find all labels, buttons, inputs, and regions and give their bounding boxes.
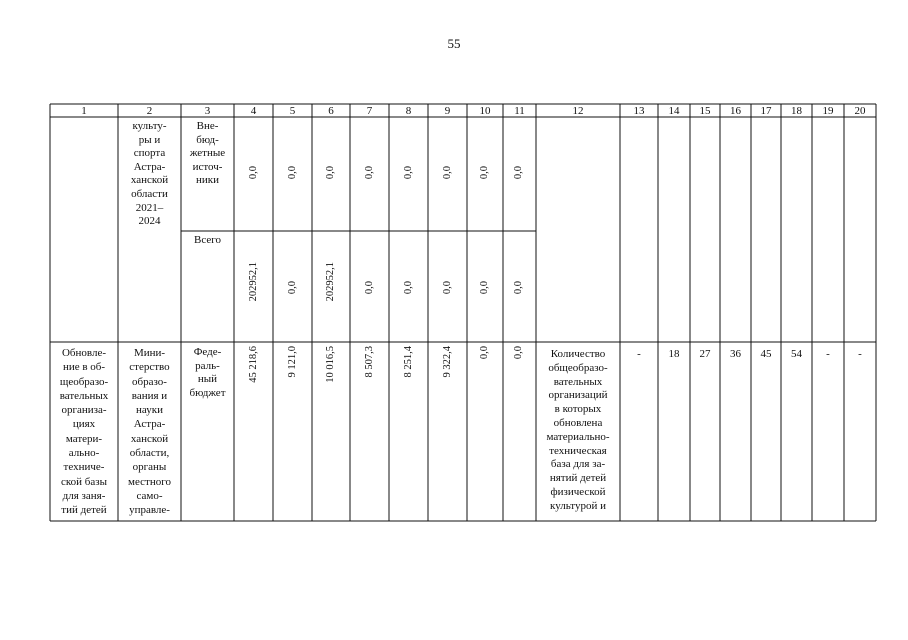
block1-b-col4: 202952,1 <box>248 262 259 302</box>
col-header-7: 7 <box>366 105 373 117</box>
block2-col11: 0,0 <box>513 346 524 360</box>
block1-source-offbudget: Вне- бюд- жетные источ- ники <box>189 120 226 187</box>
block2-target-13: - <box>637 348 641 360</box>
block1-a-col6: 0,0 <box>325 166 336 180</box>
col-header-20: 20 <box>854 105 866 117</box>
block2-col8: 8 251,4 <box>403 346 414 378</box>
block1-b-col9: 0,0 <box>442 281 453 295</box>
col-header-6: 6 <box>328 105 334 117</box>
block2-col4: 45 218,6 <box>248 346 259 383</box>
col-header-14: 14 <box>668 105 680 117</box>
col-header-12: 12 <box>572 105 584 117</box>
block1-a-col5: 0,0 <box>287 166 298 180</box>
block2-target-18: 54 <box>791 348 802 360</box>
page-number: 55 <box>447 36 461 51</box>
col-header-4: 4 <box>250 105 257 117</box>
block2-source-federal: Феде- раль- ный бюджет <box>189 346 226 399</box>
block2-target-20: - <box>858 348 862 360</box>
block1-a-col11: 0,0 <box>513 166 524 180</box>
block2-measure-name: Обновле- ние в об- щеобразо- вательных организа- циях матери- ально- техниче- ской базы для заня- тий детей <box>59 347 109 517</box>
col-header-5: 5 <box>289 105 296 117</box>
block1-b-col11: 0,0 <box>513 281 524 295</box>
col-header-2: 2 <box>146 105 153 117</box>
block2-col9: 9 322,4 <box>442 346 453 378</box>
block2-target-17: 45 <box>760 348 772 360</box>
block2-col10: 0,0 <box>479 346 490 360</box>
col-header-13: 13 <box>633 105 645 117</box>
block1-a-col10: 0,0 <box>479 166 490 180</box>
block1-b-col8: 0,0 <box>403 281 414 295</box>
col-header-1: 1 <box>81 105 87 117</box>
col-header-19: 19 <box>822 105 834 117</box>
block1-a-col9: 0,0 <box>442 166 453 180</box>
block1-source-total: Всего <box>194 234 221 246</box>
col-header-8: 8 <box>405 105 412 117</box>
block2-responsible-text: Мини- стерство образо- вания и науки Астра- ханской области, органы местного само- управле- <box>128 347 171 517</box>
block2-target-14: 18 <box>668 348 680 360</box>
block2-col5: 9 121,0 <box>287 346 298 378</box>
block1-b-col6: 202952,1 <box>325 262 336 302</box>
block2-target-19: - <box>826 348 830 360</box>
col-header-17: 17 <box>760 105 772 117</box>
col-header-10: 10 <box>479 105 491 117</box>
block2-col7: 8 507,3 <box>364 346 375 378</box>
col-header-16: 16 <box>730 105 741 117</box>
col-header-15: 15 <box>699 105 711 117</box>
block1-a-col7: 0,0 <box>364 166 375 180</box>
block2-target-16: 36 <box>730 348 741 360</box>
block2-indicator: Количество общеобразо- вательных организаций в которых обновлена материально- техническая база для за- нятий детей физической культурой и <box>546 348 610 512</box>
col-header-3: 3 <box>204 105 211 117</box>
block1-a-col8: 0,0 <box>403 166 414 180</box>
block1-b-col7: 0,0 <box>364 281 375 295</box>
block1-b-col10: 0,0 <box>479 281 490 295</box>
block1-a-col4: 0,0 <box>248 166 259 180</box>
block2-target-15: 27 <box>699 348 711 360</box>
col-header-18: 18 <box>791 105 802 117</box>
col-header-11: 11 <box>514 105 525 117</box>
col-header-9: 9 <box>444 105 451 117</box>
block1-responsible-text: культу- ры и спорта Астра- ханской области 2021– 2024 <box>130 120 169 228</box>
block1-b-col5: 0,0 <box>287 281 298 295</box>
block2-col6: 10 016,5 <box>325 346 336 383</box>
